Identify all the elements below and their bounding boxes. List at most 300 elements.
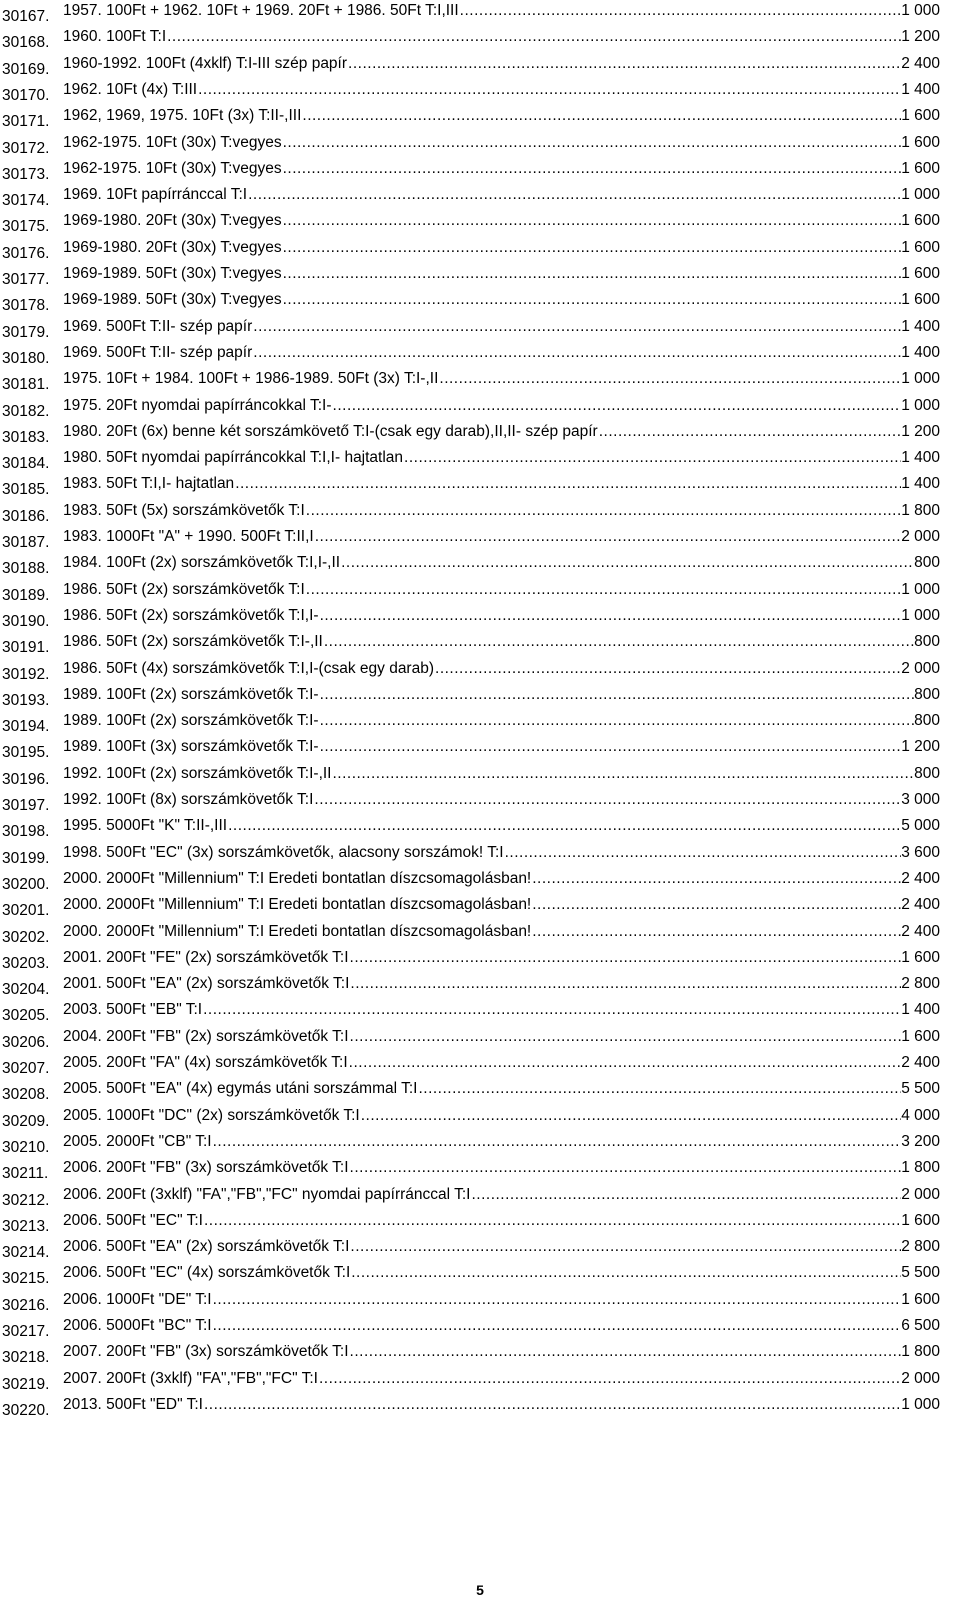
item-line: [63, 1370, 940, 1388]
item-line: [63, 344, 940, 362]
lot-number: 30187.: [2, 534, 50, 551]
item-description: 1969. 500Ft T:II- szép papír: [63, 343, 253, 361]
lot-number: 30184.: [2, 455, 50, 473]
lot-number: 30210.: [2, 1138, 50, 1156]
item-description: 1989. 100Ft (2x) sorszámkövetők T:I-: [63, 712, 319, 730]
item-description: 2000. 2000Ft "Millennium" T:I Eredeti bontatlan díszcsomagolásban!: [63, 922, 532, 940]
item-line: [63, 581, 940, 599]
item-line: [63, 265, 940, 283]
item-line: [63, 844, 940, 862]
dot-leader: [470, 1186, 901, 1204]
catalog-item-row: [0, 947, 960, 974]
item-price: 1 800: [901, 1343, 940, 1361]
lot-number: 30170.: [2, 86, 50, 104]
item-description: 1962-1975. 10Ft (30x) T:vegyes: [63, 159, 282, 177]
lot-number: 30202.: [2, 928, 50, 946]
dot-leader: [349, 1028, 902, 1046]
item-description: 1969-1980. 20Ft (30x) T:vegyes: [63, 212, 282, 230]
lot-number: 30185.: [2, 481, 50, 499]
item-description: 1986. 50Ft (4x) sorszámkövetők T:I,I-(csak egy darab): [63, 659, 435, 677]
item-description: 1969. 500Ft T:II- szép papír: [63, 317, 253, 335]
item-line: [63, 817, 940, 835]
lot-number: 30179.: [2, 323, 50, 341]
item-price: 2 400: [901, 896, 940, 914]
item-price: 2 400: [901, 922, 940, 940]
catalog-item-row: [0, 579, 960, 606]
dot-leader: [438, 370, 901, 388]
catalog-item-row: [0, 1052, 960, 1079]
lot-number: 30171.: [2, 113, 50, 131]
item-line: [63, 370, 940, 388]
item-description: 1962, 1969, 1975. 10Ft (3x) T:II-,III: [63, 107, 302, 125]
item-description: 1957. 100Ft + 1962. 10Ft + 1969. 20Ft + 1986. 50Ft T:I,III: [63, 2, 459, 19]
item-price: 2 400: [901, 869, 940, 887]
catalog-item-row: [0, 1289, 960, 1316]
item-line: [63, 765, 940, 783]
catalog-item-row: [0, 263, 960, 290]
dot-leader: [301, 107, 901, 125]
item-line: [63, 554, 940, 572]
lot-number: 30217.: [2, 1323, 50, 1340]
item-line: [63, 1396, 940, 1414]
lot-number: 30172.: [2, 139, 50, 157]
item-line: [63, 633, 940, 651]
item-description: 1969-1989. 50Ft (30x) T:vegyes: [63, 265, 282, 282]
lot-number: 30218.: [2, 1349, 50, 1367]
item-description: 1992. 100Ft (8x) sorszámkövetők T:I: [63, 791, 314, 808]
item-price: 1 000: [901, 2, 940, 19]
item-price: 1 600: [901, 238, 940, 256]
catalog-item-row: [0, 421, 960, 448]
catalog-item-row: [0, 237, 960, 264]
item-line: [63, 81, 940, 99]
dot-leader: [348, 1054, 902, 1072]
catalog-item-row: [0, 710, 960, 737]
item-price: 1 000: [901, 1395, 940, 1413]
item-price: 1 800: [901, 501, 940, 519]
item-price: 800: [914, 764, 940, 782]
item-line: [63, 686, 940, 704]
dot-leader: [318, 1370, 901, 1388]
item-description: 1983. 50Ft T:I,I- hajtatlan: [63, 475, 235, 493]
item-description: 1984. 100Ft (2x) sorszámkövetők T:I,I-,II: [63, 554, 341, 572]
item-line: [63, 449, 940, 467]
item-line: [63, 528, 940, 546]
item-description: 1969-1980. 20Ft (30x) T:vegyes: [63, 238, 282, 256]
item-price: 800: [914, 685, 940, 703]
item-line: [63, 1343, 940, 1361]
dot-leader: [212, 1317, 902, 1335]
dot-leader: [282, 212, 902, 230]
item-price: 2 400: [901, 1054, 940, 1071]
item-description: 2006. 500Ft "EC" T:I: [63, 1211, 203, 1229]
item-price: 1 200: [901, 738, 940, 756]
catalog-item-row: [0, 736, 960, 763]
item-line: [63, 1080, 940, 1098]
lot-number: 30169.: [2, 60, 50, 78]
dot-leader: [349, 1343, 902, 1361]
lot-number: 30214.: [2, 1244, 50, 1262]
lot-number: 30173.: [2, 165, 50, 183]
item-description: 1975. 10Ft + 1984. 100Ft + 1986-1989. 50Ft (3x) T:I-,II: [63, 370, 439, 388]
catalog-item-row: [0, 53, 960, 80]
dot-leader: [323, 633, 914, 651]
item-price: 2 000: [901, 1185, 940, 1203]
lot-number: 30167.: [2, 8, 50, 25]
item-price: 2 000: [901, 528, 940, 545]
lot-number: 30207.: [2, 1060, 50, 1077]
catalog-item-row: [0, 763, 960, 790]
item-price: 1 600: [901, 1027, 940, 1045]
lot-number: 30168.: [2, 34, 50, 52]
item-price: 5 500: [901, 1264, 940, 1282]
item-description: 2006. 500Ft "EA" (2x) sorszámkövetők T:I: [63, 1238, 350, 1256]
dot-leader: [319, 686, 915, 704]
catalog-item-row: [0, 184, 960, 211]
lot-number: 30201.: [2, 902, 50, 920]
dot-leader: [314, 528, 902, 546]
catalog-item-row: [0, 447, 960, 474]
item-description: 2005. 200Ft "FA" (4x) sorszámkövetők T:I: [63, 1054, 348, 1071]
item-line: [63, 1212, 940, 1230]
item-description: 1983. 1000Ft "A" + 1990. 500Ft T:II,I: [63, 528, 314, 545]
item-line: [63, 397, 940, 415]
page-number: 5: [476, 1582, 484, 1598]
item-description: 2006. 1000Ft "DE" T:I: [63, 1290, 212, 1308]
item-description: 1983. 50Ft (5x) sorszámkövetők T:I: [63, 501, 305, 519]
item-description: 1992. 100Ft (2x) sorszámkövetők T:I-,II: [63, 764, 332, 782]
lot-number: 30211.: [2, 1165, 49, 1183]
item-line: [63, 107, 940, 125]
item-price: 1 800: [901, 1159, 940, 1177]
item-price: 1 000: [901, 396, 940, 414]
lot-number: 30175.: [2, 218, 50, 236]
catalog-item-row: [0, 815, 960, 842]
dot-leader: [252, 318, 901, 336]
catalog-item-row: [0, 1210, 960, 1237]
catalog-item-row: [0, 973, 960, 1000]
catalog-item-row: [0, 0, 960, 27]
item-price: 3 600: [901, 843, 940, 861]
item-price: 1 200: [901, 28, 940, 46]
catalog-item-row: [0, 473, 960, 500]
item-line: [63, 607, 940, 625]
lot-number: 30191.: [2, 639, 50, 657]
item-line: [63, 423, 940, 441]
catalog-item-row: [0, 1341, 960, 1368]
catalog-item-row: [0, 684, 960, 711]
catalog-item-row: [0, 894, 960, 921]
lot-number: 30177.: [2, 271, 50, 288]
item-description: 2007. 200Ft "FB" (3x) sorszámkövetők T:I: [63, 1343, 349, 1361]
dot-leader: [212, 1291, 902, 1309]
catalog-item-row: [0, 368, 960, 395]
item-description: 1989. 100Ft (3x) sorszámkövetők T:I-: [63, 738, 319, 756]
item-price: 2 400: [901, 54, 940, 72]
item-line: [63, 975, 940, 993]
item-description: 1962. 10Ft (4x) T:III: [63, 80, 198, 98]
item-price: 800: [914, 633, 940, 651]
dot-leader: [332, 765, 915, 783]
item-line: [63, 318, 940, 336]
dot-leader: [166, 28, 901, 46]
lot-number: 30189.: [2, 586, 50, 604]
dot-leader: [340, 554, 914, 572]
catalog-item-row: [0, 1157, 960, 1184]
item-price: 2 000: [901, 659, 940, 677]
dot-leader: [349, 1159, 902, 1177]
lot-number: 30209.: [2, 1112, 50, 1130]
catalog-item-row: [0, 1394, 960, 1421]
lot-number: 30199.: [2, 849, 50, 867]
catalog-item-row: [0, 79, 960, 106]
lot-number: 30208.: [2, 1086, 50, 1104]
item-description: 1989. 100Ft (2x) sorszámkövetők T:I-: [63, 685, 319, 703]
item-price: 6 500: [901, 1317, 940, 1334]
item-line: [63, 660, 940, 678]
catalog-item-row: [0, 1131, 960, 1158]
dot-leader: [305, 581, 901, 599]
lot-number: 30204.: [2, 981, 50, 999]
dot-leader: [282, 265, 902, 283]
lot-number: 30190.: [2, 612, 50, 630]
item-line: [63, 738, 940, 756]
dot-leader: [531, 923, 901, 941]
item-price: 1 400: [901, 343, 940, 361]
item-price: 3 000: [901, 791, 940, 808]
item-line: [63, 1133, 940, 1151]
item-price: 1 600: [901, 159, 940, 177]
lot-number: 30216.: [2, 1296, 50, 1314]
item-line: [63, 791, 940, 809]
dot-leader: [349, 949, 902, 967]
lot-number: 30206.: [2, 1033, 50, 1051]
item-description: 2013. 500Ft "ED" T:I: [63, 1395, 203, 1413]
item-price: 1 400: [901, 80, 940, 98]
dot-leader: [417, 1080, 901, 1098]
item-line: [63, 923, 940, 941]
catalog-item-row: [0, 105, 960, 132]
item-price: 1 000: [901, 580, 940, 598]
item-line: [63, 1001, 940, 1019]
dot-leader: [332, 397, 902, 415]
item-line: [63, 712, 940, 730]
item-price: 1 600: [901, 948, 940, 966]
dot-leader: [203, 1212, 901, 1230]
item-description: 1998. 500Ft "EC" (3x) sorszámkövetők, alacsony sorszámok! T:I: [63, 843, 504, 861]
catalog-item-row: [0, 210, 960, 237]
item-line: [63, 475, 940, 493]
item-description: 2007. 200Ft (3xklf) "FA","FB","FC" T:I: [63, 1369, 318, 1387]
item-price: 1 600: [901, 133, 940, 151]
item-price: 800: [914, 712, 940, 730]
catalog-item-row: [0, 26, 960, 53]
catalog-item-row: [0, 526, 960, 553]
catalog-item-row: [0, 158, 960, 185]
item-price: 1 400: [901, 317, 940, 335]
item-description: 2005. 2000Ft "CB" T:I: [63, 1132, 212, 1150]
dot-leader: [403, 449, 901, 467]
dot-leader: [212, 1133, 902, 1151]
lot-number: 30192.: [2, 665, 50, 683]
item-price: 2 800: [901, 1238, 940, 1256]
dot-leader: [531, 896, 901, 914]
dot-leader: [227, 817, 901, 835]
lot-number: 30205.: [2, 1007, 50, 1025]
dot-leader: [349, 975, 901, 993]
item-description: 1960. 100Ft T:I: [63, 28, 167, 46]
item-price: 5 500: [901, 1080, 940, 1098]
item-price: 1 600: [901, 107, 940, 125]
lot-number: 30195.: [2, 744, 50, 762]
item-description: 1986. 50Ft (2x) sorszámkövetők T:I,I-: [63, 606, 319, 624]
item-line: [63, 186, 940, 204]
dot-leader: [531, 870, 901, 888]
dot-leader: [252, 344, 901, 362]
catalog-item-row: [0, 789, 960, 816]
dot-leader: [234, 475, 901, 493]
dot-leader: [459, 2, 902, 20]
catalog-item-row: [0, 500, 960, 527]
lot-number: 30212.: [2, 1191, 50, 1209]
dot-leader: [247, 186, 901, 204]
catalog-item-row: [0, 316, 960, 343]
dot-leader: [203, 1396, 901, 1414]
lot-number: 30203.: [2, 954, 50, 972]
item-line: [63, 212, 940, 230]
lot-number: 30183.: [2, 428, 50, 446]
catalog-item-row: [0, 552, 960, 579]
item-line: [63, 1186, 940, 1204]
lot-number: 30196.: [2, 770, 50, 788]
dot-leader: [305, 502, 901, 520]
item-description: 1980. 20Ft (6x) benne két sorszámkövető T:I-(csak egy darab),II,II- szép papír: [63, 422, 598, 440]
item-price: 4 000: [901, 1106, 940, 1124]
dot-leader: [313, 791, 901, 809]
item-line: [63, 160, 940, 178]
item-line: [63, 1264, 940, 1282]
dot-leader: [347, 55, 901, 73]
catalog-item-row: [0, 1368, 960, 1395]
item-description: 2005. 1000Ft "DC" (2x) sorszámkövetők T:I: [63, 1106, 360, 1124]
dot-leader: [350, 1264, 901, 1282]
item-description: 2006. 500Ft "EC" (4x) sorszámkövetők T:I: [63, 1264, 351, 1282]
item-line: [63, 1238, 940, 1256]
lot-number: 30174.: [2, 192, 50, 210]
item-description: 1969. 10Ft papírránccal T:I: [63, 186, 248, 204]
item-description: 2005. 500Ft "EA" (4x) egymás utáni sorszámmal T:I: [63, 1080, 418, 1098]
catalog-item-row: [0, 1236, 960, 1263]
dot-leader: [319, 607, 902, 625]
item-price: 1 200: [901, 422, 940, 440]
item-price: 800: [914, 554, 940, 572]
item-line: [63, 1291, 940, 1309]
item-price: 3 200: [901, 1132, 940, 1150]
item-line: [63, 502, 940, 520]
item-description: 2001. 500Ft "EA" (2x) sorszámkövetők T:I: [63, 975, 350, 993]
dot-leader: [598, 423, 901, 441]
item-line: [63, 239, 940, 257]
item-description: 1986. 50Ft (2x) sorszámkövetők T:I-,II: [63, 633, 323, 651]
dot-leader: [349, 1238, 901, 1256]
dot-leader: [434, 660, 901, 678]
dot-leader: [319, 738, 902, 756]
item-description: 2003. 500Ft "EB" T:I: [63, 1001, 203, 1019]
dot-leader: [197, 81, 901, 99]
lot-number: 30197.: [2, 797, 50, 814]
item-description: 2001. 200Ft "FE" (2x) sorszámkövetők T:I: [63, 948, 349, 966]
lot-number: 30213.: [2, 1217, 50, 1235]
dot-leader: [282, 239, 902, 257]
catalog-item-row: [0, 1184, 960, 1211]
item-description: 1960-1992. 100Ft (4xklf) T:I-III szép papír: [63, 54, 348, 72]
item-price: 1 400: [901, 1001, 940, 1019]
item-line: [63, 870, 940, 888]
item-line: [63, 1054, 940, 1072]
dot-leader: [319, 712, 915, 730]
lot-number: 30180.: [2, 349, 50, 367]
lot-number: 30193.: [2, 691, 50, 709]
catalog-item-row: [0, 1262, 960, 1289]
item-price: 1 000: [901, 370, 940, 388]
item-price: 1 000: [901, 606, 940, 624]
item-line: [63, 291, 940, 309]
lot-number: 30194.: [2, 718, 50, 736]
item-description: 1986. 50Ft (2x) sorszámkövetők T:I: [63, 580, 305, 598]
item-description: 1975. 20Ft nyomdai papírráncokkal T:I-: [63, 396, 332, 414]
item-price: 1 600: [901, 291, 940, 309]
item-line: [63, 1317, 940, 1335]
lot-number: 30176.: [2, 244, 50, 262]
item-description: 1969-1989. 50Ft (30x) T:vegyes: [63, 291, 282, 309]
catalog-item-row: [0, 605, 960, 632]
item-description: 2004. 200Ft "FB" (2x) sorszámkövetők T:I: [63, 1027, 349, 1045]
lot-number: 30178.: [2, 297, 50, 315]
catalog-item-row: [0, 1315, 960, 1342]
catalog-item-row: [0, 999, 960, 1026]
lot-number: 30198.: [2, 823, 50, 841]
item-line: [63, 134, 940, 152]
item-price: 1 600: [901, 265, 940, 282]
lot-number: 30188.: [2, 560, 50, 578]
catalog-item-row: [0, 631, 960, 658]
catalog-item-row: [0, 1026, 960, 1053]
item-description: 2006. 5000Ft "BC" T:I: [63, 1317, 212, 1334]
item-line: [63, 28, 940, 46]
item-line: [63, 896, 940, 914]
item-price: 1 600: [901, 1290, 940, 1308]
item-description: 1980. 50Ft nyomdai papírráncokkal T:I,I- hajtatlan: [63, 449, 404, 467]
dot-leader: [202, 1001, 901, 1019]
item-price: 1 600: [901, 1211, 940, 1229]
dot-leader: [504, 844, 902, 862]
catalog-item-row: [0, 132, 960, 159]
catalog-item-row: [0, 342, 960, 369]
item-line: [63, 1107, 940, 1125]
item-price: 1 600: [901, 212, 940, 230]
item-description: 2000. 2000Ft "Millennium" T:I Eredeti bontatlan díszcsomagolásban!: [63, 869, 532, 887]
item-description: 1962-1975. 10Ft (30x) T:vegyes: [63, 133, 282, 151]
item-line: [63, 949, 940, 967]
dot-leader: [282, 291, 902, 309]
catalog-item-row: [0, 1078, 960, 1105]
dot-leader: [282, 134, 902, 152]
lot-number: 30219.: [2, 1375, 50, 1393]
lot-number: 30200.: [2, 875, 50, 893]
catalog-item-row: [0, 868, 960, 895]
item-line: [63, 1159, 940, 1177]
item-description: 2000. 2000Ft "Millennium" T:I Eredeti bontatlan díszcsomagolásban!: [63, 896, 532, 914]
